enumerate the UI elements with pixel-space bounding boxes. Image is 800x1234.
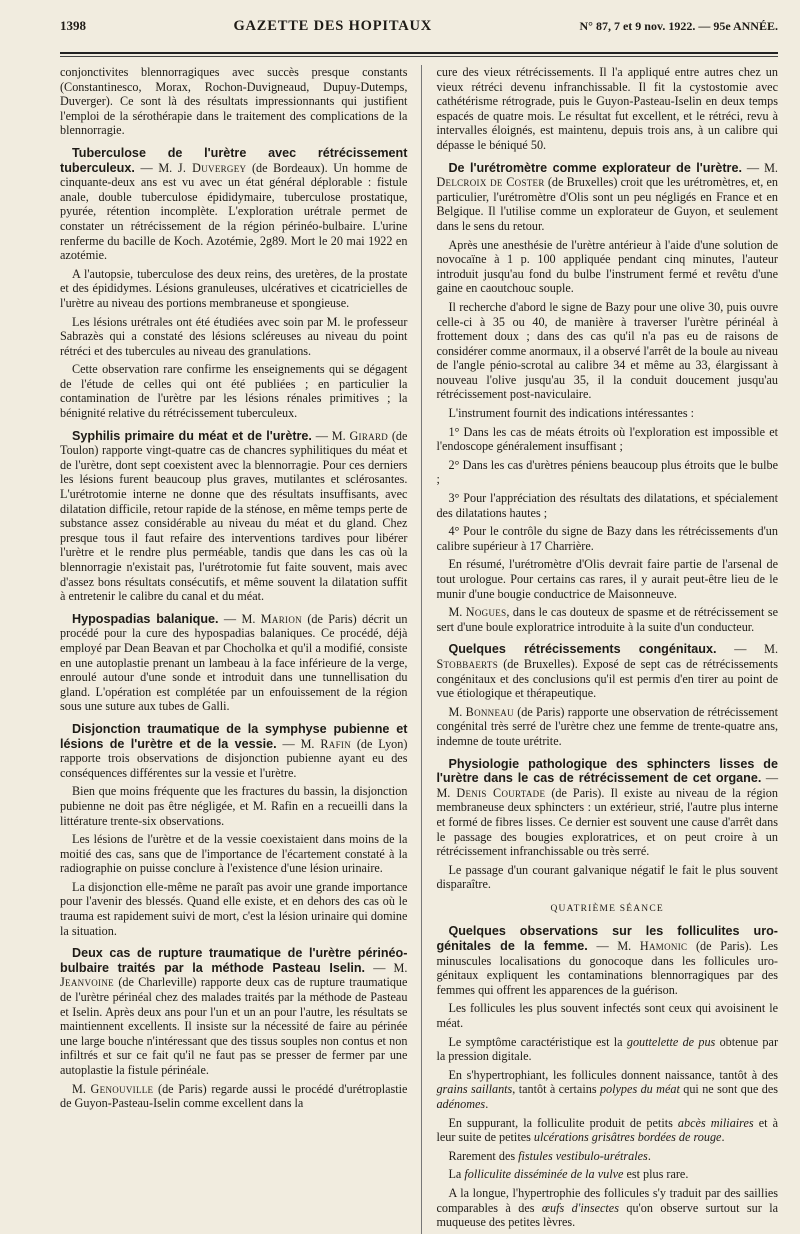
paragraph: , dans le cas douteux de spasme et de rétrécissement se sert d'une boule exploratrice introduite à la suite d'un conducteur. <box>436 605 778 634</box>
text-run: , tantôt à certains <box>512 1082 600 1097</box>
section-title: Disjonction traumatique de la symphyse pubienne et lésions de l'urètre et de la vessie. <box>60 721 408 751</box>
paragraph <box>436 1186 778 1230</box>
paragraph: En résumé, l'urétromètre d'Olis devrait faire partie de l'arsenal de tout urologue. Pour certains cas rares, il y aurait peut-être lieu de le munir d'une bougie conductrice de Maisonneuve. <box>436 557 778 601</box>
italic-term: adénomes <box>436 1097 486 1111</box>
paragraph: (de Toulon) rapporte vingt-quatre cas de chancres syphilitiques du méat et de l'urètre, dont sept coexistent avec la blennorragie. Pour ces derniers les lésions furent beaucoup plus graves, mutilantes et sclérosantes. L'urétrotomie interne ne donne que des résultats insuffisants, avec dilatation difficile, retour rapide de la sténose, en même temps perte de substance assez considérable au niveau du méat et du gland. Chez presque tous il faut refaire des interventions tardives pour libérer l'urètre et le rendre plus perméable, tandis que dans les cas où la blennorragie n'existait pas, l'urétrotomie fut faite souvent, mais avec d'assez bons résultats consécutifs, et même souvent la dilatation suffit à entretenir le calibre du canal et du méat. <box>60 428 408 604</box>
author-name: Nogues <box>465 605 507 620</box>
section-syphilis: Syphilis primaire du méat et de l'urètre. — M. Girard (de Toulon) rapporte vingt-quatre cas de chancres syphilitiques du méat et de l'urètre, dont sept coexistent avec la blennorragie. Pour ces derniers les lésions furent beaucoup plus graves, mutilantes et sclérosantes. L'urétrotomie interne ne donne que des résultats insuffisants, avec dilatation difficile, retour rapide de la sténose, en même temps perte de substance assez considérable au niveau du méat et du gland. Chez presque tous il faut refaire des interventions tardives pour libérer l'urètre et le rendre plus perméable, tandis que dans les cas où la blennorragie n'existait pas, l'urétrotomie fut faite souvent, mais avec d'assez bons résultats consécutifs, et même souvent la dilatation suffit à entretenir le calibre du canal et du méat. <box>60 428 408 604</box>
author-name: Jeanvoine <box>60 975 114 990</box>
section-hypospadias: Hypospadias balanique. — M. Marion (de Paris) décrit un procédé pour la cure des hypospadias balaniques. Ce procédé, déjà employé par Dean Beavan et par Chocholka et qu'il a modifié, consiste en une autoplastie prenant un lambeau à la face inférieure de la verge, enroulé autour d'une sonde et introduit dans une tunnellisation du gland. L'opération est complétée par un enfouissement de la région sous une suture aux tubes de Galli. <box>60 611 408 714</box>
paragraph: (de Bordeaux). Un homme de cinquante-deux ans est vu avec un état général déplorable : fistule anale, double tuberculose épididymaire, tuberculose prostatique, pyurée, rétention incomplète. L'exploration urétrale permet de constater un rétrécissement de la région périnéo-bulbaire. L'urine renferme du bacille de Koch. Azotémie, 2g89. Mort le 20 mai 1922 en azotémie. <box>60 160 408 263</box>
section-tuberculose: Tuberculose de l'urètre avec rétrécissement tuberculeux. — M. J. Duvergey (de Bordeaux). Un homme de cinquante-deux ans est vu avec un état général déplorable : fistule anale, double tuberculose épididymaire, tuberculose prostatique, pyurée, rétention incomplète. L'exploration urétrale permet de constater un rétrécissement de la région périnéo-bulbaire. L'urine renferme du bacille de Koch. Azotémie, 2g89. Mort le 20 mai 1922 en azotémie. A l'autopsie, tuberculose des deux reins, des uretères, de la prostate et des épididymes. Lésions granuleuses, ulcératives et cicatricielles de l'urètre au niveau des portions membraneuse et spongieuse. Les lésions urétrales ont été étudiées avec soin par M. le professeur Sabrazès qui a constaté des lésions scléreuses au niveau du point rétréci et des tubercules au niveau des granulations. Cette observation rare confirme les enseignements qui se dégagent de l'étude de celles qui ont été publiées ; en particulier la contamination de l'urètre par les lésions rénales primitives ; la bénignité relative du rétrécissement tuberculeux. <box>60 145 408 421</box>
journal-title: GAZETTE DES HOPITAUX <box>233 18 433 34</box>
paragraph: 1° Dans les cas de méats étroits où l'exploration est impossible et l'endoscope généralement insuffisant ; <box>436 424 778 454</box>
section-sphincters: Physiologie pathologique des sphincters lisses de l'urètre dans le cas de rétrécissement de cet organe. — M. Denis Courtade (de Paris). Il existe au niveau de la région membraneuse deux sphincters : un extérieur, strié, l'autre plus interne et formé de fibres lisses. Ce dernier est souvent une cause d'arrêt dans le passage des bougies exploratrices, et on peut croire à un rétrécissement infranchissable ou très serré. Le passage d'un courant galvanique négatif le fait le plus souvent disparaître. <box>436 756 779 892</box>
paragraph: 4° Pour le contrôle du signe de Bazy dans les rétrécissements d'un calibre supérieur à 17 Charrière. <box>436 524 778 553</box>
italic-term: grains saillants <box>436 1082 513 1097</box>
intro-paragraph: conjonctivites blennorragiques avec succès presque constants (Constantinesco, Morax, Rochon-Duvigneaud, Dupuy-Dutemps, Duverger). Ce sont là des résultats impressionnants qui justifient l'emploi de la sérothérapie dans le traitement des complications de la blennorragie. <box>60 65 408 138</box>
italic-term: ulcérations grisâtres bordées de rouge <box>533 1130 722 1145</box>
text-run: Le symptôme caractéristique est la <box>448 1034 627 1049</box>
page-header <box>60 18 778 46</box>
section-title: Quelques observations sur les folliculites uro-génitales de la femme. <box>436 924 778 954</box>
paragraph: Cette observation rare confirme les enseignements qui se dégagent de l'étude de celles qui ont été publiées ; en particulier la contamination de l'urètre par les lésions rénales primitives ; la bénignité relative du rétrécissement tuberculeux. <box>60 362 408 421</box>
section-folliculites: Quelques observations sur les folliculites uro-génitales de la femme. — M. Hamonic (de Paris). Les minuscules localisations du gonocoque dans les follicules uro-génitaux expliquent les contaminations blennorragiques par des femmes qui offrent les apparences de la guérison. Les follicules les plus souvent infectés sont ceux qui avoisinent le méat. Le symptôme caractéristique est la gouttelette de pus obtenue par la pression digitale. En s'hypertrophiant, les follicules donnent naissance, tantôt à des grains saillants, tantôt à certains polypes du méat qui ne sont que des adénomes. En suppurant, la folliculite produit de petits abcès miliaires et à leur suite de petites ulcérations grisâtres bordées de rouge. Rarement des fistules vestibulo-urétrales. La folliculite disséminée de la vulve est plus rare. A la longue, l'hypertrophie des follicules s'y traduit par des saillies comparables à des œufs d'insectes qu'on observe surtout sur la muqueuse des petites lèvres. <box>436 924 779 1230</box>
text-run: En s'hypertrophiant, les follicules donnent naissance, tantôt à des <box>448 1067 778 1082</box>
italic-term: fistules vestibulo-urétrales <box>518 1148 648 1163</box>
paragraph: (de Paris). Il existe au niveau de la région membraneuse deux sphincters : un extérieur, strié, l'autre plus interne et formé de fibres lisses. Ce dernier est souvent une cause d'arrêt dans le passage des bougies exploratrices, et on peut croire à un rétrécissement infranchissable ou très serré. <box>436 785 778 859</box>
author-name: Denis Courtade <box>456 785 546 800</box>
text-run: qu'on observe surtout sur la muqueuse des petites lèvres. <box>436 1200 778 1230</box>
author-name: Genouville <box>90 1081 154 1096</box>
section-title: Quelques rétrécissements congénitaux. <box>448 642 717 657</box>
text-run: Rarement des <box>448 1148 519 1163</box>
paragraph: L'instrument fournit des indications intéressantes : <box>448 406 694 421</box>
page-number: 1398 <box>60 18 86 33</box>
header-rule <box>60 52 778 57</box>
continued-paragraph: cure des vieux rétrécissements. Il l'a appliqué entre autres chez un vieux rétréci devenu infranchissable. Il fit la cystostomie avec cathétérisme rétrograde, puis le Guyon-Pasteau-Iselin en deux temps espacés de quatre mois. Le résultat fut excellent, et le rétréci, revu à intervalles éloignés, est maintenu, depuis trois ans, à un calibre qui dépasse le béniqué 50. <box>436 65 778 152</box>
left-column <box>60 65 421 1234</box>
text-run: est plus rare. <box>623 1167 689 1182</box>
section-disjonction: Disjonction traumatique de la symphyse pubienne et lésions de l'urètre et de la vessie. — M. Rafin (de Lyon) rapporte trois observations de disjonction pubienne ayant eu des conséquences différentes sur la vessie et l'urètre. Bien que moins fréquente que les fractures du bassin, la disjonction pubienne ne doit pas être négligée, et M. Rafin en a recueilli dans la littérature trente-six observations. Les lésions de l'urètre et de la vessie coexistaient dans moins de la moitié des cas, sans que de l'importance de l'écartement constaté à la radiographie on puisse conclure à l'existence d'une lésion urinaire. La disjonction elle-même ne paraît pas avoir une grande importance pour l'avenir des blessés. Quand elle existe, et en dehors des cas où le trauma est rapidement suivi de mort, c'est la lésion urinaire qui domine la situation. <box>60 721 408 938</box>
author-name: Rafin <box>320 736 351 751</box>
section-title: Syphilis primaire du méat et de l'urètre. <box>72 428 312 443</box>
paragraph: Les lésions de l'urètre et de la vessie coexistaient dans moins de la moitié des cas, sans que de l'importance de l'écartement constaté à la radiographie on puisse conclure à l'existence d'une lésion urinaire. <box>60 832 408 876</box>
paragraph: (de Paris) décrit un procédé pour la cure des hypospadias balaniques. Ce procédé, déjà employé par Dean Beavan et par Chocholka et qu'il a modifié, consiste en une autoplastie prenant un lambeau à la face inférieure de la verge, enroulé autour d'une sonde et introduit dans une tunnellisation du gland. L'opération est complétée par un enfouissement de la région sous une suture aux tubes de Galli. <box>60 611 408 714</box>
paragraph: Le passage d'un courant galvanique négatif le fait le plus souvent disparaître. <box>436 862 778 892</box>
author-name: Bonneau <box>465 704 514 719</box>
paragraph <box>436 1167 778 1182</box>
paragraph <box>436 1035 778 1064</box>
author-name: Delcroix de Coster <box>436 175 545 190</box>
paragraph: A l'autopsie, tuberculose des deux reins, des uretères, de la prostate et des épididymes. Lésions granuleuses, ulcératives et cicatricielles de l'urètre au niveau des portions membraneuse et spongieuse. <box>60 266 408 310</box>
paragraph <box>436 1149 778 1164</box>
section-rupture: Deux cas de rupture traumatique de l'urètre périnéo-bulbaire traités par la méthode Pasteau Iselin. — M. Jeanvoine (de Charleville) rapporte deux cas de rupture traumatique de l'urètre périnéal chez des malades traités par la méthode de Pasteau et Iselin. Après deux ans pour l'un et un an pour l'autre, les résultats se maintiennent excellents. Il insiste sur la nécessité de faire au périnée une large bouche n'intéressant que des tissus souples non contus et non infiltrés et sur ce fait qu'il ne faut pas se presser de fermer par une autoplastie la fistule périnéale. M. Genouville (de Paris) regarde aussi le procédé d'urétroplastie de Guyon-Pasteau-Iselin comme excellent dans la <box>60 946 408 1111</box>
text-run: . <box>485 1097 489 1111</box>
paragraph: Bien que moins fréquente que les fractures du bassin, la disjonction pubienne ne doit pas être négligée, et M. Rafin en a recueilli dans la littérature trente-six observations. <box>60 784 408 828</box>
section-title: Deux cas de rupture traumatique de l'urètre périnéo-bulbaire traités par la méthode Pasteau Iselin. <box>60 946 408 975</box>
text-run: et à leur suite de petites <box>436 1115 778 1145</box>
paragraph: (de Paris) rapporte une observation de rétrécissement congénital très serré de l'urètre chez une femme de trente-quatre ans, indemne de toute urétrite. <box>436 704 778 748</box>
session-heading: QUATRIÈME SÉANCE <box>550 903 664 914</box>
text-run: obtenue par la pression digitale. <box>436 1034 778 1064</box>
text-run: qui ne sont que des <box>679 1082 779 1097</box>
paragraph: (de Paris). Les minuscules localisations du gonocoque dans les follicules uro-génitaux expliquent les contaminations blennorragiques par des femmes qui offrent les apparences de la guérison. <box>436 939 778 997</box>
paragraph: (de Paris) regarde aussi le procédé d'urétroplastie de Guyon-Pasteau-Iselin comme excellent dans la <box>60 1081 408 1111</box>
italic-term: folliculite disséminée de la vulve <box>464 1167 624 1182</box>
author-name: J. Duvergey <box>177 160 247 175</box>
text-run: . <box>647 1148 651 1163</box>
section-title: De l'urétromètre comme explorateur de l'urètre. <box>448 160 742 175</box>
paragraph: Il recherche d'abord le signe de Bazy pour une olive 30, puis ouvre celle-ci à 35 ou 40, de manière à traverser l'urètre périnéal à frottement doux ; dans des cas qu'il n'a pas eu de raisons de considérer comme anormaux, il a observé l'arrêt de la boule au niveau de l'angle pénio-scrotal au calibre 34 et même au 33, élargissant à nouveau l'olive jusqu'au 35, il la conduit doucement jusqu'au rétrécissement post-naviculaire. <box>436 299 778 402</box>
paragraph: Les lésions urétrales ont été étudiées avec soin par M. le professeur Sabrazès qui a constaté des lésions scléreuses au niveau du point rétréci et des tubercules au niveau des granulations. <box>60 314 408 358</box>
text-run: En suppurant, la folliculite produit de petits <box>448 1115 678 1130</box>
text-run: . <box>721 1130 725 1145</box>
paragraph: (de Bruxelles). Exposé de sept cas de rétrécissements congénitaux et des conclusions qu'il est permis d'en tirer au point de vue étiologique et thérapeutique. <box>436 656 778 701</box>
paragraph: Les follicules les plus souvent infectés sont ceux qui avoisinent le méat. <box>436 1001 778 1031</box>
paragraph: (de Lyon) rapporte trois observations de disjonction pubienne ayant eu des conséquences différentes sur la vessie et l'urètre. <box>60 736 408 780</box>
text-columns <box>60 65 778 1234</box>
paragraph: La disjonction elle-même ne paraît pas avoir une grande importance pour l'avenir des blessés. Quand elle existe, et en dehors des cas où le trauma est rapidement suivi de mort, c'est la lésion urinaire qui domine la situation. <box>60 879 408 938</box>
text-run: La <box>448 1167 465 1182</box>
paragraph: (de Charleville) rapporte deux cas de rupture traumatique de l'urètre périnéal chez des malades traités par la méthode de Pasteau et Iselin. Après deux ans pour l'un et un an pour l'autre, les résultats se maintiennent excellents. Il insiste sur la nécessité de faire au périnée une large bouche n'intéressant que des tissus souples non contus et non infiltrés et sur ce fait qu'il ne faut pas se presser de fermer par une autoplastie la fistule périnéale. <box>60 975 408 1077</box>
section-title: Tuberculose de l'urètre avec rétrécissement tuberculeux. <box>60 145 408 175</box>
right-column <box>421 65 778 1234</box>
paragraph: (de Bruxelles) croit que les urétromètres, et, en particulier, l'urétromètre d'Olis sont un peu négligés en France et en Belgique. Il l'utilise comme un explorateur de Guyon, et seulement dans le sens du retour. <box>436 175 779 233</box>
author-name: Hamonic <box>639 939 688 954</box>
paragraph: 3° Pour l'appréciation des résultats des dilatations, et spécialement des dilatations hautes ; <box>436 491 778 520</box>
italic-term: polypes du méat <box>599 1082 680 1097</box>
issue-info: N° 87, 7 et 9 nov. 1922. — 95e ANNÉE. <box>579 19 778 33</box>
italic-term: abcès miliaires <box>677 1115 754 1130</box>
author-name: Marion <box>260 611 302 626</box>
paragraph: Après une anesthésie de l'urètre antérieur à l'aide d'une solution de novocaïne à 1 p. 100 appliquée pendant cinq minutes, l'auteur introduit jusqu'au fond du bulbe l'instrument fermé et revêtu d'une gaine en caoutchouc souple. <box>436 237 778 296</box>
text-run: A la longue, l'hypertrophie des follicules s'y traduit par des saillies comparables à des <box>436 1185 778 1215</box>
author-name: Stobbaerts <box>436 656 499 671</box>
author-name: Girard <box>349 428 389 443</box>
paragraph <box>436 1116 778 1145</box>
section-title: Physiologie pathologique des sphincters lisses de l'urètre dans le cas de rétrécissement de cet organe. <box>436 756 778 786</box>
section-title: Hypospadias balanique. <box>72 611 219 626</box>
section-congenitaux: Quelques rétrécissements congénitaux. — M. Stobbaerts (de Bruxelles). Exposé de sept cas de rétrécissements congénitaux et des conclusions qu'il est permis d'en tirer au point de vue étiologique et thérapeutique. M. Bonneau (de Paris) rapporte une observation de rétrécissement congénital très serré de l'urètre chez une femme de trente-quatre ans, indemne de toute urétrite. <box>436 642 778 748</box>
paragraph: 2° Dans les cas d'urètres péniens beaucoup plus étroits que le bulbe ; <box>436 457 778 487</box>
section-uretrometre: De l'urétromètre comme explorateur de l'urètre. — M. Delcroix de Coster (de Bruxelles) croit que les urétromètres, et, en particulier, l'urétromètre d'Olis sont un peu négligés en France et en Belgique. Il l'utilise comme un explorateur de Guyon, et seulement dans le sens du retour. Après une anesthésie de l'urètre antérieur à l'aide d'une solution de novocaïne à 1 p. 100 appliquée pendant cinq minutes, l'auteur introduit jusqu'au fond du bulbe l'instrument fermé et revêtu d'une gaine en caoutchouc souple. Il recherche d'abord le signe de Bazy pour une olive 30, puis ouvre celle-ci à 35 ou 40, de manière à traverser l'urètre périnéal à frottement doux ; dans des cas qu'il n'a pas eu de raisons de considérer comme anormaux, il a observé l'arrêt de la boule au niveau de l'angle pénio-scrotal au calibre 34 et même au 33, élargissant à nouveau l'olive jusqu'au 35, il la conduit doucement jusqu'au rétrécissement post-naviculaire. L'instrument fournit des indications intéressantes : 1° Dans les cas de méats étroits où l'exploration est impossible et l'endoscope généralement insuffisant ; 2° Dans les cas d'urètres péniens beaucoup plus étroits que le bulbe ; 3° Pour l'appréciation des résultats des dilatations, et spécialement des dilatations hautes ; 4° Pour le contrôle du signe de Bazy dans les rétrécissements d'un calibre supérieur à 17 Charrière. En résumé, l'urétromètre d'Olis devrait faire partie de l'arsenal de tout urologue. Pour certains cas rares, il y aurait peut-être lieu de le munir d'une bougie conductrice de Maisonneuve. M. Nogues, dans le cas douteux de spasme et de rétrécissement se sert d'une boule exploratrice introduite à la suite d'un conducteur. <box>436 160 779 634</box>
italic-term: gouttelette de pus <box>626 1034 716 1049</box>
italic-term: œufs d'insectes <box>541 1200 619 1215</box>
paragraph <box>436 1068 778 1112</box>
